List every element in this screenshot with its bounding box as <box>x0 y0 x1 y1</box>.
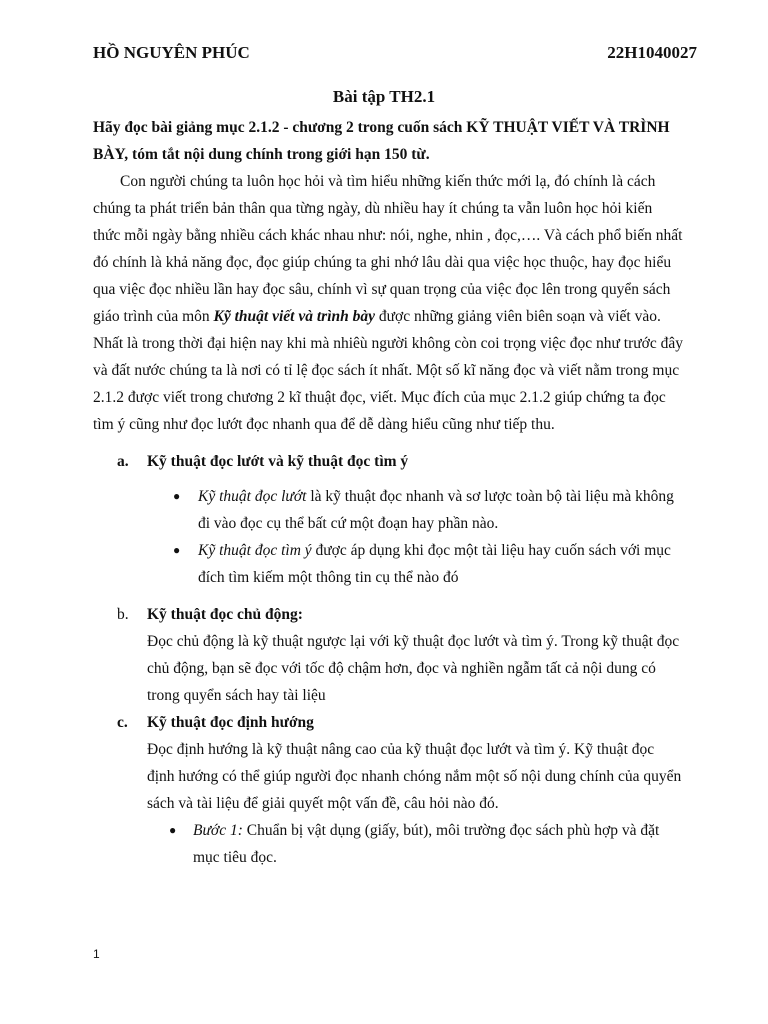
intro-text-after: được những giảng viên biên soạn và viết vào. Nhất là trong thời đại hiện nay khi mà nhiêù người không còn coi trọng việc đọc như trước đây và đất nước chúng ta là nơi có tỉ lệ đọc sách ít nhất. Một số kĩ năng đọc và viết nằm trong mục 2.1.2 được viết trong chương 2 kĩ thuật đọc, viết. Mục đích của mục 2.1.2 giúp chứng ta đọc tìm ý cũng như đọc lướt đọc nhanh qua để dễ dàng hiểu cũng như tiếp thu. <box>93 308 684 433</box>
page-number: 1 <box>93 947 100 961</box>
section-a <box>93 448 683 591</box>
page-header <box>93 42 697 64</box>
list-item-term: Bước 1: <box>193 822 243 839</box>
list-item-term: Kỹ thuật đọc lướt <box>198 488 307 505</box>
section-b-heading <box>93 601 683 628</box>
section-c-text: Đọc định hướng là kỹ thuật nâng cao của kỹ thuật đọc lướt và tìm ý. Kỹ thuật đọc định hướng có thể giúp người đọc nhanh chóng nắm một số nội dung chính của quyển sách và tài liệu để giải quyết một vấn đề, câu hỏi nào đó. <box>147 741 682 812</box>
bullet-icon: ● <box>173 489 181 503</box>
assignment-title: Bài tập TH2.1 <box>332 87 436 106</box>
assignment-prompt: Hãy đọc bài giảng mục 2.1.2 - chương 2 trong cuốn sách KỸ THUẬT VIẾT VÀ TRÌNH BÀY, tóm tắt nội dung chính trong giới hạn 150 từ. <box>93 119 670 163</box>
section-c-letter: c. <box>117 714 128 731</box>
section-a-list <box>93 483 683 591</box>
document-body <box>93 114 683 871</box>
section-c-list <box>93 817 683 871</box>
book-title: Kỹ thuật viết và trình bày <box>213 308 375 325</box>
student-id: 22H1040027 <box>607 43 697 62</box>
list-item-text: là kỹ thuật đọc nhanh và sơ lược toàn bộ tài liệu mà không đi vào đọc cụ thể bất cứ một đoạn hay phần nào. <box>198 488 674 532</box>
section-b <box>93 601 683 709</box>
section-a-title: Kỹ thuật đọc lướt và kỹ thuật đọc tìm ý <box>147 453 409 470</box>
list-item-text: Chuẩn bị vật dụng (giấy, bút), môi trường đọc sách phù hợp và đặt mục tiêu đọc. <box>193 822 660 866</box>
section-a-letter: a. <box>117 453 129 470</box>
bullet-icon: ● <box>169 823 177 837</box>
section-b-title: Kỹ thuật đọc chủ động: <box>147 606 303 623</box>
section-b-letter: b. <box>117 606 129 623</box>
intro-paragraph <box>93 168 683 438</box>
intro-text-before: Con người chúng ta luôn học hỏi và tìm hiểu những kiến thức mới lạ, đó chính là cách chúng ta phát triển bản thân qua từng ngày, dù nhiều hay ít chúng ta vẫn luôn học hỏi kiến thức mỗi ngày bằng nhiều cách khác nhau như: nói, nghe, nhin , đọc,…. Và cách phổ biến nhất đó chính là khả năng đọc, đọc giúp chúng ta ghi nhớ lâu dài qua việc học thuộc, hay đọc hiểu qua việc đọc nhiều lần hay đọc sâu, chính vì sự quan trọng của việc đọc lên trong quyển sách giáo trình của môn <box>93 173 683 325</box>
list-item-text: được áp dụng khi đọc một tài liệu hay cuốn sách với mục đích tìm kiếm một thông tin cụ thể nào đó <box>198 542 671 586</box>
section-c <box>93 709 683 871</box>
list-item-term: Kỹ thuật đọc tìm ý <box>198 542 312 559</box>
section-c-title: Kỹ thuật đọc định hướng <box>147 714 314 731</box>
section-b-text: Đọc chủ động là kỹ thuật ngược lại với kỹ thuật đọc lướt và tìm ý. Trong kỹ thuật đọc chủ động, bạn sẽ đọc với tốc độ chậm hơn, đọc và nghiền ngẫm tất cả nội dung có trong quyển sách hay tài liệu <box>147 633 680 704</box>
list-item <box>171 537 683 591</box>
author-name: HỒ NGUYÊN PHÚC <box>93 43 250 62</box>
bullet-icon: ● <box>173 543 181 557</box>
list-item <box>171 817 683 871</box>
list-item <box>171 483 683 537</box>
section-c-heading <box>93 709 683 736</box>
section-a-heading <box>93 448 683 475</box>
